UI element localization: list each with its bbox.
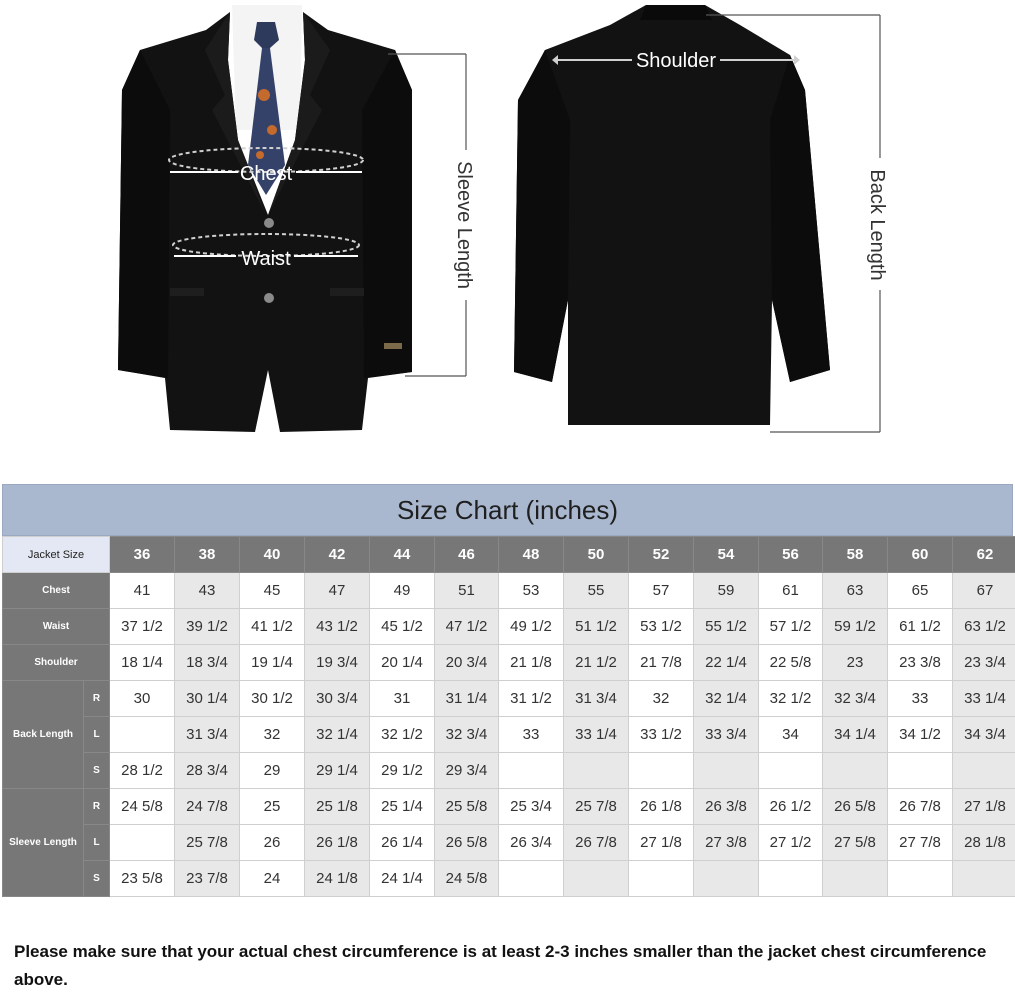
table-cell xyxy=(823,861,888,897)
table-cell: 20 1/4 xyxy=(370,645,435,681)
table-cell xyxy=(759,753,823,789)
table-cell: 32 xyxy=(629,681,694,717)
size-header-50: 50 xyxy=(564,537,629,573)
shoulder-label: Shoulder xyxy=(636,50,716,72)
row-sublabel: L xyxy=(84,825,110,861)
table-cell: 24 xyxy=(240,861,305,897)
table-cell: 29 3/4 xyxy=(435,753,499,789)
size-header-60: 60 xyxy=(888,537,953,573)
table-cell: 32 1/4 xyxy=(694,681,759,717)
table-cell xyxy=(564,753,629,789)
table-cell xyxy=(694,753,759,789)
size-header-62: 62 xyxy=(953,537,1015,573)
table-cell: 45 xyxy=(240,573,305,609)
table-cell: 21 1/2 xyxy=(564,645,629,681)
size-header-42: 42 xyxy=(305,537,370,573)
table-cell: 24 7/8 xyxy=(175,789,240,825)
table-cell: 43 1/2 xyxy=(305,609,370,645)
size-header-56: 56 xyxy=(759,537,823,573)
table-cell: 24 1/8 xyxy=(305,861,370,897)
table-cell: 21 1/8 xyxy=(499,645,564,681)
table-cell: 27 1/2 xyxy=(759,825,823,861)
table-cell: 51 1/2 xyxy=(564,609,629,645)
table-cell: 21 7/8 xyxy=(629,645,694,681)
table-cell xyxy=(953,753,1015,789)
table-cell: 25 7/8 xyxy=(564,789,629,825)
row-label: Chest xyxy=(3,573,110,609)
table-row xyxy=(3,681,1015,717)
table-cell xyxy=(694,861,759,897)
table-cell: 26 3/4 xyxy=(499,825,564,861)
table-cell: 34 3/4 xyxy=(953,717,1015,753)
size-header-36: 36 xyxy=(110,537,175,573)
row-group-label: Back Length xyxy=(3,681,84,789)
table-cell: 26 1/8 xyxy=(305,825,370,861)
table-cell: 26 1/2 xyxy=(759,789,823,825)
table-cell: 59 1/2 xyxy=(823,609,888,645)
jacket-illustration xyxy=(0,0,1015,470)
table-cell: 25 7/8 xyxy=(175,825,240,861)
table-cell xyxy=(110,825,175,861)
table-row xyxy=(3,861,1015,897)
table-row xyxy=(3,609,1015,645)
chest-label: Chest xyxy=(240,163,293,185)
table-cell: 29 1/2 xyxy=(370,753,435,789)
front-jacket xyxy=(118,5,412,432)
table-cell: 32 3/4 xyxy=(823,681,888,717)
table-cell: 33 3/4 xyxy=(694,717,759,753)
table-cell: 27 1/8 xyxy=(953,789,1015,825)
table-cell: 26 1/8 xyxy=(629,789,694,825)
table-cell: 65 xyxy=(888,573,953,609)
table-cell xyxy=(564,861,629,897)
table-cell: 47 xyxy=(305,573,370,609)
table-row xyxy=(3,645,1015,681)
table-cell: 27 7/8 xyxy=(888,825,953,861)
table-cell: 23 3/8 xyxy=(888,645,953,681)
jacket-drawing xyxy=(0,0,1015,470)
table-cell: 31 3/4 xyxy=(175,717,240,753)
table-cell: 47 1/2 xyxy=(435,609,499,645)
table-cell: 41 xyxy=(110,573,175,609)
table-cell: 34 1/4 xyxy=(823,717,888,753)
table-cell: 27 3/8 xyxy=(694,825,759,861)
table-cell: 29 xyxy=(240,753,305,789)
table-cell: 25 1/8 xyxy=(305,789,370,825)
table-cell: 39 1/2 xyxy=(175,609,240,645)
table-cell: 26 5/8 xyxy=(435,825,499,861)
table-cell: 31 xyxy=(370,681,435,717)
size-table xyxy=(2,536,1015,897)
table-cell: 24 5/8 xyxy=(435,861,499,897)
table-cell: 30 3/4 xyxy=(305,681,370,717)
row-sublabel: S xyxy=(84,861,110,897)
chart-title: Size Chart (inches) xyxy=(2,484,1013,536)
table-cell: 25 1/4 xyxy=(370,789,435,825)
table-cell: 49 1/2 xyxy=(499,609,564,645)
table-cell: 33 1/4 xyxy=(953,681,1015,717)
table-row xyxy=(3,717,1015,753)
table-cell: 26 7/8 xyxy=(564,825,629,861)
table-cell: 41 1/2 xyxy=(240,609,305,645)
table-cell: 33 1/2 xyxy=(629,717,694,753)
table-cell: 23 xyxy=(823,645,888,681)
table-cell: 26 1/4 xyxy=(370,825,435,861)
table-cell: 24 5/8 xyxy=(110,789,175,825)
size-header-48: 48 xyxy=(499,537,564,573)
row-label: Waist xyxy=(3,609,110,645)
table-cell: 30 xyxy=(110,681,175,717)
table-cell: 31 1/2 xyxy=(499,681,564,717)
table-cell: 33 xyxy=(499,717,564,753)
waist-label: Waist xyxy=(241,248,291,270)
size-chart xyxy=(2,484,1013,897)
table-row xyxy=(3,573,1015,609)
table-cell: 26 3/8 xyxy=(694,789,759,825)
table-cell: 28 1/8 xyxy=(953,825,1015,861)
table-row xyxy=(3,753,1015,789)
table-cell: 23 3/4 xyxy=(953,645,1015,681)
table-cell: 22 5/8 xyxy=(759,645,823,681)
table-cell: 18 1/4 xyxy=(110,645,175,681)
row-group-label: Sleeve Length xyxy=(3,789,84,897)
table-cell: 31 3/4 xyxy=(564,681,629,717)
table-cell: 31 1/4 xyxy=(435,681,499,717)
table-cell: 67 xyxy=(953,573,1015,609)
size-header-38: 38 xyxy=(175,537,240,573)
table-cell: 25 5/8 xyxy=(435,789,499,825)
row-sublabel: S xyxy=(84,753,110,789)
table-cell: 45 1/2 xyxy=(370,609,435,645)
table-row xyxy=(3,825,1015,861)
table-cell: 32 1/4 xyxy=(305,717,370,753)
table-cell xyxy=(499,861,564,897)
row-sublabel: R xyxy=(84,789,110,825)
size-header-row xyxy=(3,537,1015,573)
table-cell: 23 7/8 xyxy=(175,861,240,897)
chest-note: Please make sure that your actual chest circumference is at least 2-3 inches smaller than the jacket chest circumference above. xyxy=(14,938,1009,994)
table-cell: 55 1/2 xyxy=(694,609,759,645)
table-cell: 27 1/8 xyxy=(629,825,694,861)
table-cell: 24 1/4 xyxy=(370,861,435,897)
table-cell: 30 1/4 xyxy=(175,681,240,717)
table-cell xyxy=(629,753,694,789)
table-cell: 28 3/4 xyxy=(175,753,240,789)
table-cell xyxy=(823,753,888,789)
table-cell: 33 xyxy=(888,681,953,717)
table-cell: 26 xyxy=(240,825,305,861)
table-cell: 26 7/8 xyxy=(888,789,953,825)
row-label: Shoulder xyxy=(3,645,110,681)
size-header-40: 40 xyxy=(240,537,305,573)
table-cell: 32 3/4 xyxy=(435,717,499,753)
table-cell: 27 5/8 xyxy=(823,825,888,861)
table-cell xyxy=(888,861,953,897)
table-cell: 20 3/4 xyxy=(435,645,499,681)
table-cell: 26 5/8 xyxy=(823,789,888,825)
table-cell: 32 1/2 xyxy=(370,717,435,753)
table-cell: 19 3/4 xyxy=(305,645,370,681)
table-cell xyxy=(629,861,694,897)
table-cell: 53 xyxy=(499,573,564,609)
back-length-label: Back Length xyxy=(866,169,888,280)
table-cell: 53 1/2 xyxy=(629,609,694,645)
size-header-52: 52 xyxy=(629,537,694,573)
size-header-44: 44 xyxy=(370,537,435,573)
table-cell xyxy=(499,753,564,789)
table-cell: 28 1/2 xyxy=(110,753,175,789)
table-cell: 22 1/4 xyxy=(694,645,759,681)
table-cell: 43 xyxy=(175,573,240,609)
table-cell: 57 1/2 xyxy=(759,609,823,645)
table-cell: 63 1/2 xyxy=(953,609,1015,645)
row-sublabel: L xyxy=(84,717,110,753)
table-cell: 34 xyxy=(759,717,823,753)
table-cell: 33 1/4 xyxy=(564,717,629,753)
jacket-size-header: Jacket Size xyxy=(3,537,110,573)
table-cell xyxy=(888,753,953,789)
table-cell: 25 xyxy=(240,789,305,825)
table-cell: 57 xyxy=(629,573,694,609)
table-cell: 61 1/2 xyxy=(888,609,953,645)
table-cell: 59 xyxy=(694,573,759,609)
table-cell: 30 1/2 xyxy=(240,681,305,717)
table-cell: 61 xyxy=(759,573,823,609)
table-cell: 19 1/4 xyxy=(240,645,305,681)
table-cell: 32 1/2 xyxy=(759,681,823,717)
sleeve-length-label: Sleeve Length xyxy=(453,161,475,289)
table-cell xyxy=(110,717,175,753)
table-cell: 32 xyxy=(240,717,305,753)
table-cell: 55 xyxy=(564,573,629,609)
table-cell xyxy=(759,861,823,897)
size-header-58: 58 xyxy=(823,537,888,573)
row-sublabel: R xyxy=(84,681,110,717)
table-cell: 23 5/8 xyxy=(110,861,175,897)
table-cell: 37 1/2 xyxy=(110,609,175,645)
table-row xyxy=(3,789,1015,825)
size-header-46: 46 xyxy=(435,537,499,573)
table-cell: 34 1/2 xyxy=(888,717,953,753)
table-cell: 18 3/4 xyxy=(175,645,240,681)
table-cell: 29 1/4 xyxy=(305,753,370,789)
table-cell: 49 xyxy=(370,573,435,609)
size-header-54: 54 xyxy=(694,537,759,573)
table-cell xyxy=(953,861,1015,897)
table-cell: 51 xyxy=(435,573,499,609)
table-cell: 63 xyxy=(823,573,888,609)
table-cell: 25 3/4 xyxy=(499,789,564,825)
